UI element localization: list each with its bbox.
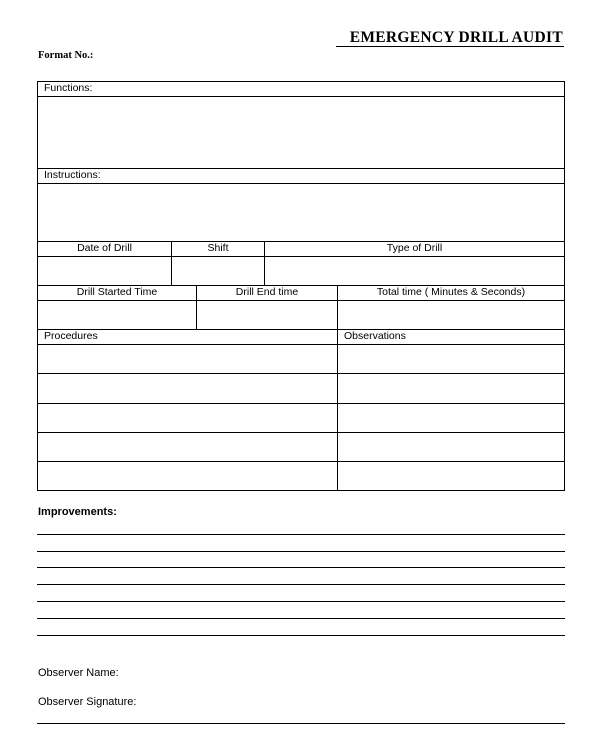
improvements-writing-line[interactable] xyxy=(37,584,565,585)
drill-started-time-label: Drill Started Time xyxy=(76,286,158,298)
procedure-cell[interactable] xyxy=(38,345,337,373)
instructions-label: Instructions: xyxy=(44,169,101,181)
drill-end-time-label: Drill End time xyxy=(235,286,299,298)
title-underline xyxy=(336,46,564,47)
total-time-label: Total time ( Minutes & Seconds) xyxy=(376,286,526,298)
form-title: EMERGENCY DRILL AUDIT xyxy=(349,29,563,46)
observations-header: Observations xyxy=(344,330,406,342)
procedure-cell[interactable] xyxy=(38,433,337,461)
improvements-writing-line[interactable] xyxy=(37,618,565,619)
procedure-cell[interactable] xyxy=(38,462,337,490)
shift-field[interactable] xyxy=(172,257,264,285)
grid-line xyxy=(37,329,565,330)
observation-cell[interactable] xyxy=(338,374,564,403)
procedure-cell[interactable] xyxy=(38,404,337,432)
instructions-field[interactable] xyxy=(38,184,564,241)
grid-top-border xyxy=(37,81,565,82)
signature-line[interactable] xyxy=(37,723,565,724)
functions-field[interactable] xyxy=(38,97,564,168)
improvements-writing-line[interactable] xyxy=(37,567,565,568)
grid-bottom-border xyxy=(37,490,565,491)
procedures-header: Procedures xyxy=(44,330,98,342)
type-of-drill-field[interactable] xyxy=(265,257,564,285)
functions-label: Functions: xyxy=(44,82,93,94)
improvements-writing-line[interactable] xyxy=(37,601,565,602)
shift-label: Shift xyxy=(207,242,229,254)
procedure-cell[interactable] xyxy=(38,374,337,403)
observation-cell[interactable] xyxy=(338,345,564,373)
grid-line xyxy=(37,168,565,169)
improvements-label: Improvements: xyxy=(38,506,117,518)
observation-cell[interactable] xyxy=(338,433,564,461)
observation-cell[interactable] xyxy=(338,462,564,490)
observer-name-label: Observer Name: xyxy=(38,667,119,679)
type-of-drill-label: Type of Drill xyxy=(386,242,443,254)
date-of-drill-label: Date of Drill xyxy=(77,242,132,254)
observation-cell[interactable] xyxy=(338,404,564,432)
improvements-writing-line[interactable] xyxy=(37,635,565,636)
date-of-drill-field[interactable] xyxy=(38,257,171,285)
format-number-label: Format No.: xyxy=(38,50,94,61)
drill-started-time-field[interactable] xyxy=(38,301,196,329)
observer-signature-label: Observer Signature: xyxy=(38,696,137,708)
grid-right-border xyxy=(564,81,565,491)
improvements-writing-line[interactable] xyxy=(37,551,565,552)
drill-end-time-field[interactable] xyxy=(197,301,337,329)
total-time-field[interactable] xyxy=(338,301,564,329)
improvements-writing-line[interactable] xyxy=(37,534,565,535)
